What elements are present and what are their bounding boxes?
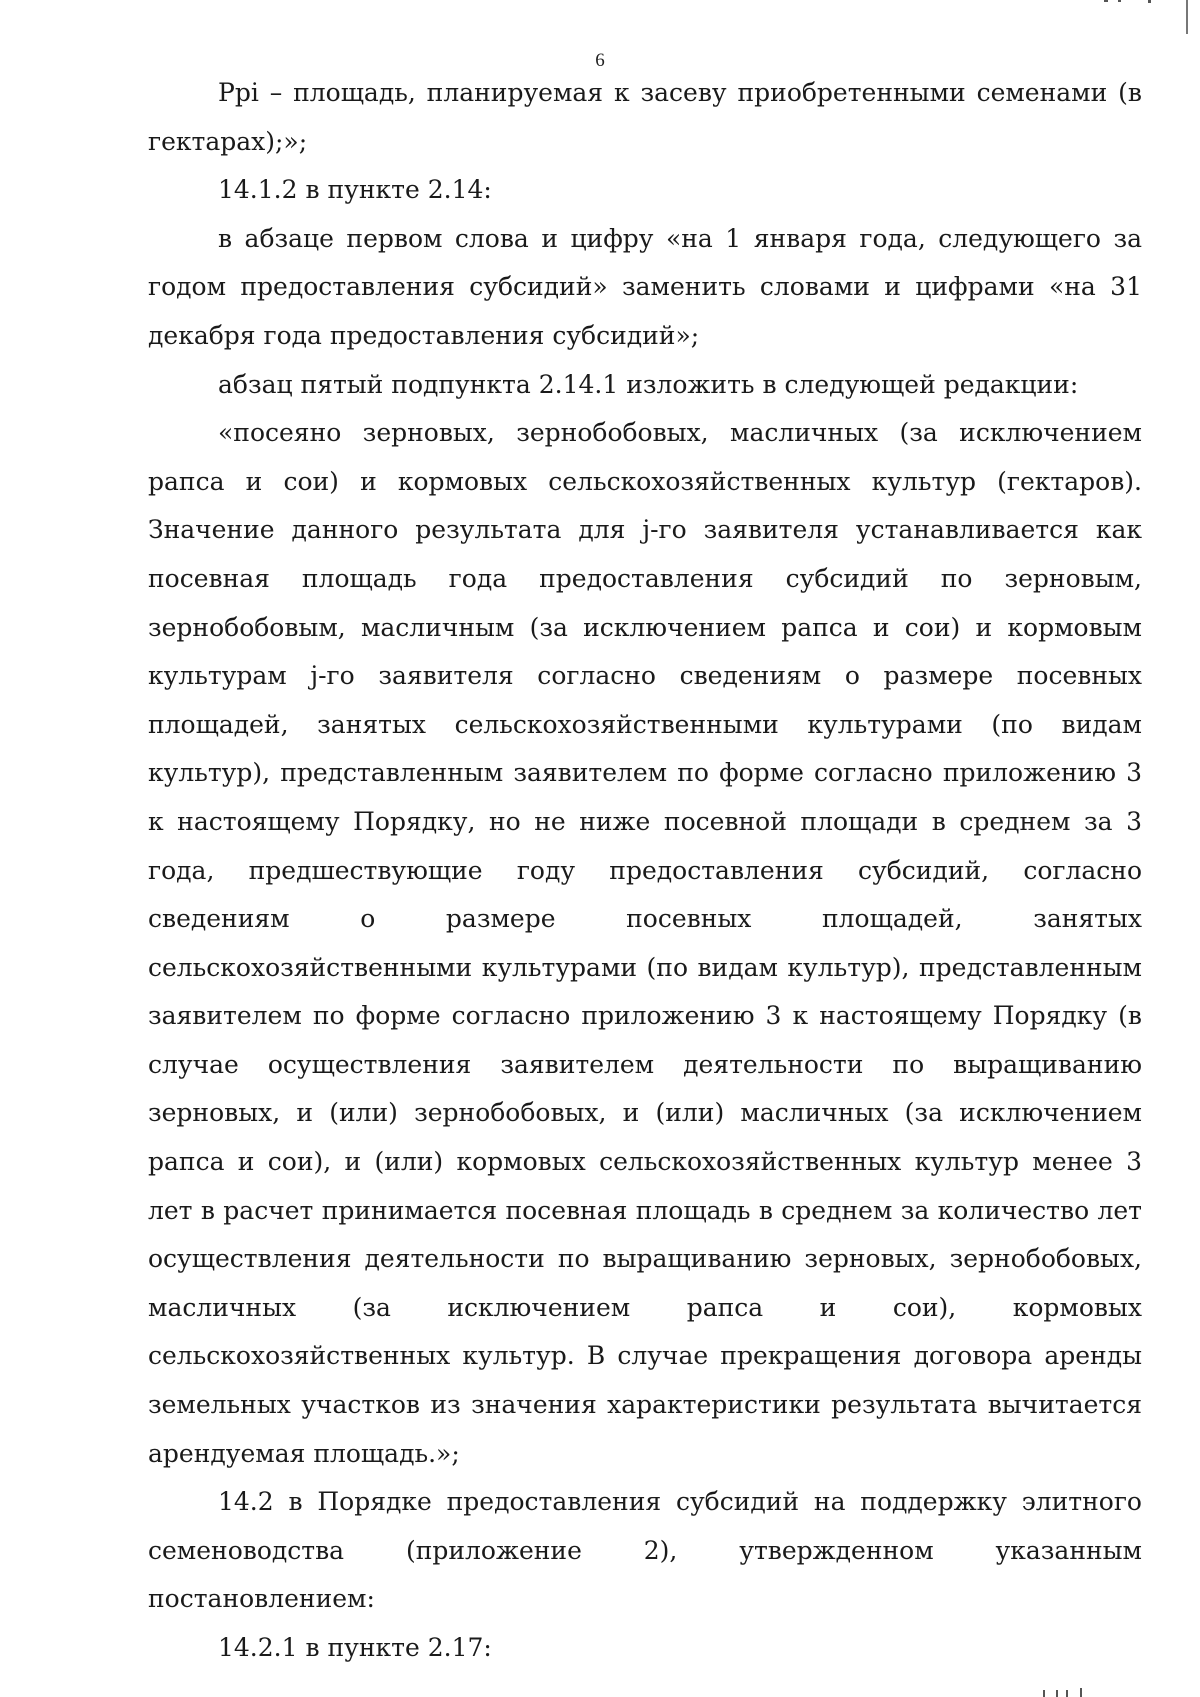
paragraph-14-1-2-heading: 14.1.2 в пункте 2.14: [218, 175, 492, 205]
scan-artifact-mark [1056, 1690, 1058, 1697]
scan-artifact-mark [1066, 1690, 1068, 1697]
paragraph-ppi-definition: Ppi – площадь, планируемая к засеву приобретенными семенами (в гектарах);»; [148, 78, 1142, 156]
page-number: 6 [595, 50, 605, 71]
paragraph-14-2-heading: 14.2 в Порядке предоставления субсидий на поддержку элитного семеноводства (приложение 2), утвержденном указанным постановлением: [148, 1487, 1142, 1614]
paragraph-first-abzac-replacement: в абзаце первом слова и цифру «на 1 января года, следующего за годом предоставления субсидий» заменить словами и цифрами «на 31 декабря года предоставления субсидий»; [148, 223, 1142, 350]
scan-artifact-mark [1080, 1688, 1082, 1697]
scan-artifact-mark [1118, 0, 1121, 2]
paragraph-quoted-new-text: «посеяно зерновых, зернобобовых, масличных (за исключением рапса и сои) и кормовых сельскохозяйственных культур (гектаров). Значение данного результата для j-го заявителя устанавливается как посевная площадь года предоставления субсидий по зерновым, зернобобовым, масличным (за исключением рапса и сои) и кормовым культурам j-го заявителя согласно сведениям о размере посевных площадей, занятых сельскохозяйственными культурами (по видам культур), представленным заявителем по форме согласно приложению 3 к настоящему Порядку, но не ниже посевной площади в среднем за 3 года, предшествующие году предоставления субсидий, согласно сведениям о размере посевных площадей, занятых сельскохозяйственными культурами (по видам культур), представленным заявителем по форме согласно приложению 3 к настоящему Порядку (в случае осуществления заявителем деятельности по выращиванию зерновых, и (или) зернобобовых, и (или) масличных (за исключением рапса и сои), и (или) кормовых сельскохозяйственных культур менее 3 лет в расчет принимается посевная площадь в среднем за количество лет осуществления деятельности по выращиванию зерновых, зернобобовых, масличных (за исключением рапса и сои), кормовых сельскохозяйственных культур. В случае прекращения договора аренды земельных участков из значения характеристики результата вычитается арендуемая площадь.»; [148, 418, 1142, 1468]
scan-artifact-mark [1043, 1690, 1045, 1697]
paragraph-fifth-abzac-instruction: абзац пятый подпункта 2.14.1 изложить в следующей редакции: [218, 369, 1079, 399]
scan-edge-line [1186, 0, 1188, 34]
scan-artifact-mark [1104, 0, 1108, 2]
paragraph-14-2-1-heading: 14.2.1 в пункте 2.17: [218, 1633, 492, 1662]
document-body [148, 69, 1142, 1673]
scan-artifact-mark [1148, 0, 1151, 3]
